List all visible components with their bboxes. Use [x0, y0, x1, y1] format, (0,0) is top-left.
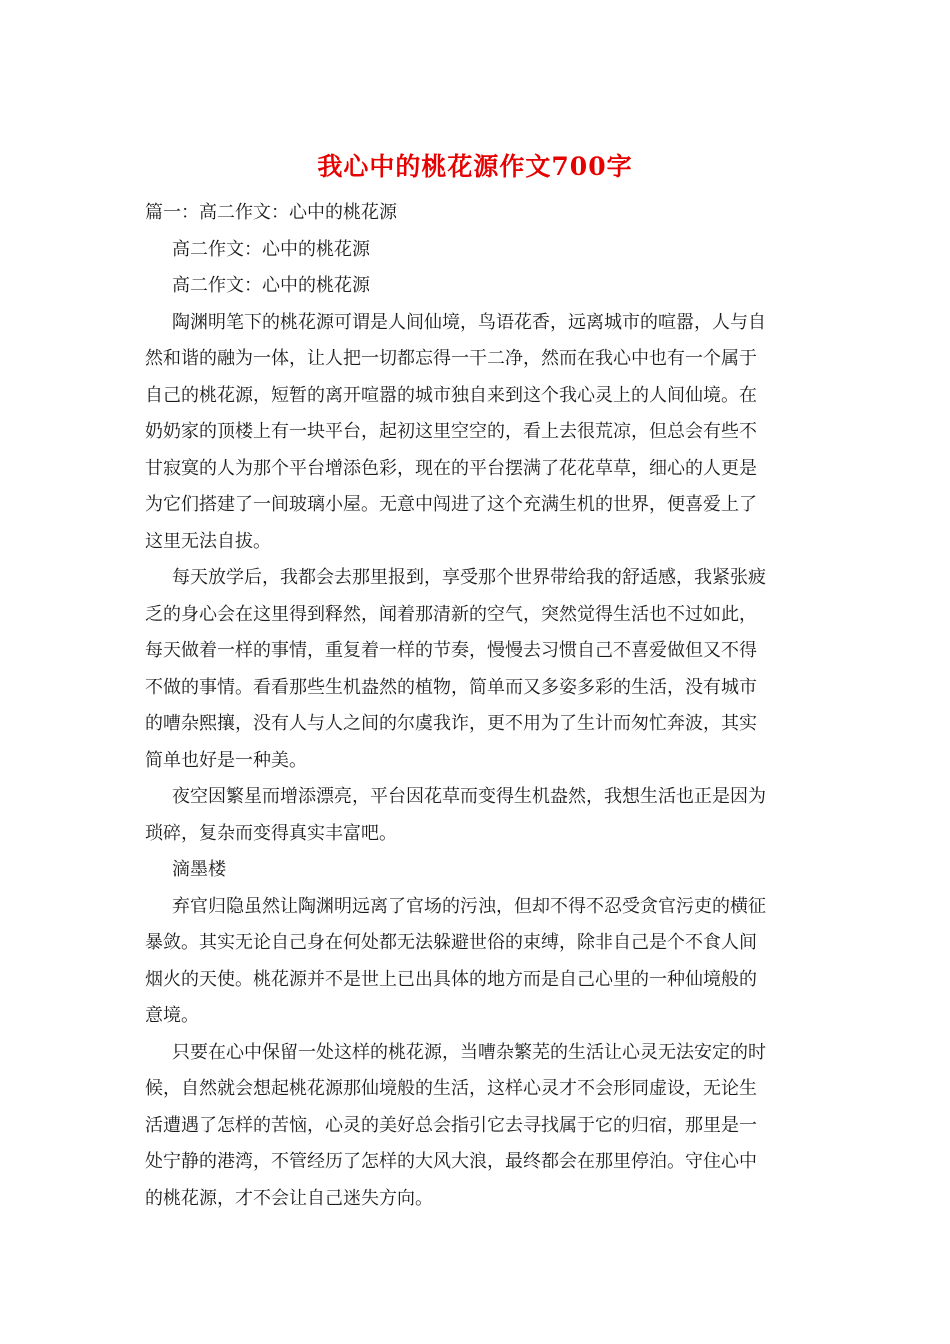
text-line: 琐碎，复杂而变得真实丰富吧。 — [145, 822, 397, 844]
text-line: 这里无法自拔。 — [145, 530, 271, 552]
text-line: 意境。 — [145, 1005, 199, 1026]
text-line: 乏的身心会在这里得到释然，闻着那清新的空气，突然觉得生活也不过如此， — [145, 603, 757, 625]
text-line: 暴敛。其实无论自己身在何处都无法躲避世俗的束缚，除非自己是个不食人间 — [145, 932, 757, 953]
text-line: 夜空因繁星而增添漂亮，平台因花草而变得生机盎然，我想生活也正是因为 — [172, 786, 766, 807]
text-line: 的桃花源，才不会让自己迷失方向。 — [145, 1187, 433, 1209]
text-line: 弃官归隐虽然让陶渊明远离了官场的污浊，但却不得不忍受贪官污吏的横征 — [172, 895, 766, 917]
text-line: 处宁静的港湾，不管经历了怎样的大风大浪，最终都会在那里停泊。守住心中 — [145, 1151, 757, 1172]
text-line: 烟火的天使。桃花源并不是世上已出具体的地方而是自己心里的一种仙境般的 — [145, 968, 757, 990]
text-line: 甘寂寞的人为那个平台增添色彩，现在的平台摆满了花花草草，细心的人更是 — [145, 457, 757, 479]
text-line: 候，自然就会想起桃花源那仙境般的生活，这样心灵才不会形同虚设，无论生 — [145, 1078, 757, 1099]
text-line: 滴墨楼 — [172, 859, 226, 880]
text-line: 为它们搭建了一间玻璃小屋。无意中闯进了这个充满生机的世界，便喜爱上了 — [145, 494, 757, 515]
text-line: 奶奶家的顶楼上有一块平台，起初这里空空的，看上去很荒凉，但总会有些不 — [145, 421, 757, 442]
text-line: 高二作文：心中的桃花源 — [172, 275, 370, 296]
text-line: 篇一：高二作文：心中的桃花源 — [145, 202, 397, 223]
document-body — [145, 195, 805, 1217]
text-line: 高二作文：心中的桃花源 — [172, 238, 370, 260]
text-line: 每天做着一样的事情，重复着一样的节奏，慢慢去习惯自己不喜爱做但又不得 — [145, 640, 757, 661]
text-line: 自己的桃花源，短暂的离开喧嚣的城市独自来到这个我心灵上的人间仙境。在 — [145, 384, 757, 406]
text-line: 的嘈杂熙攘，没有人与人之间的尔虞我诈，更不用为了生计而匆忙奔波，其实 — [145, 713, 757, 734]
text-line: 只要在心中保留一处这样的桃花源，当嘈杂繁芜的生活让心灵无法安定的时 — [172, 1041, 766, 1063]
text-line: 陶渊明笔下的桃花源可谓是人间仙境，鸟语花香，远离城市的喧嚣，人与自 — [172, 311, 766, 333]
text-line: 简单也好是一种美。 — [145, 749, 307, 771]
text-line: 然和谐的融为一体，让人把一切都忘得一干二净，然而在我心中也有一个属于 — [145, 348, 757, 369]
text-line: 不做的事情。看看那些生机盎然的植物，简单而又多姿多彩的生活，没有城市 — [145, 676, 757, 698]
text-line: 活遭遇了怎样的苦恼，心灵的美好总会指引它去寻找属于它的归宿，那里是一 — [145, 1114, 757, 1136]
document-title: 我心中的桃花源作文700字 — [317, 152, 633, 181]
text-line: 每天放学后，我都会去那里报到，享受那个世界带给我的舒适感，我紧张疲 — [172, 567, 766, 588]
